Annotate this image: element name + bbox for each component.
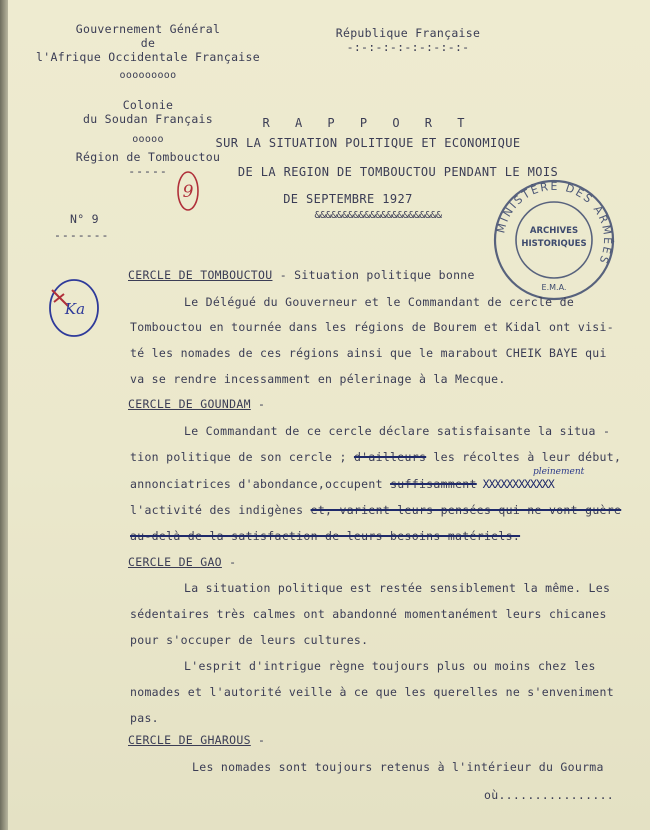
gao-line3: pour s'occuper de leurs cultures.	[130, 633, 369, 647]
goundam-struck-phrase: et, varient leurs pensées qui ne vont guère	[310, 503, 622, 517]
goundam-line2-end: les récoltes à leur début,	[426, 450, 622, 464]
circled-number-text: 9	[182, 182, 194, 202]
goundam-line4-start: l'activité des indigènes	[130, 503, 311, 517]
section-gao-heading: CERCLE DE GAO	[128, 555, 222, 569]
separator-circles: ooooooooo	[119, 70, 177, 81]
region-label: Région de Tombouctou	[75, 150, 221, 164]
gao-line4: L'esprit d'intrigue règne toujours plus ou moins chez les	[184, 659, 596, 673]
section-gharous-heading: CERCLE DE GHAROUS	[128, 733, 251, 747]
page-continuation: où................	[484, 788, 615, 802]
goundam-line3	[130, 477, 554, 491]
page-edge-shadow	[0, 0, 8, 830]
separator-circles-small: ooooo	[132, 134, 164, 145]
section-gharous-heading-row	[128, 733, 265, 747]
republic-rule: -:-:-:-:-:-:-:-:-	[346, 40, 470, 54]
report-number: N° 9	[70, 212, 99, 226]
title-line3: DE LA REGION DE TOMBOUCTOU PENDANT LE MOIS	[237, 165, 559, 179]
goundam-line4	[130, 503, 621, 517]
gharous-line1: Les nomades sont toujours retenus à l'intérieur du Gourma	[192, 760, 604, 774]
document-page	[8, 0, 650, 830]
gov-line2: de	[140, 36, 156, 50]
gao-line5: nomades et l'autorité veille à ce que les querelles ne s'enveniment	[130, 685, 614, 699]
goundam-line1: Le Commandant de ce cercle déclare satisfaisante la situa -	[184, 424, 611, 438]
title-line2: SUR LA SITUATION POLITIQUE ET ECONOMIQUE	[215, 136, 521, 150]
goundam-struck-word: d'ailleurs	[353, 450, 427, 464]
goundam-struck-suffisamment: suffisamment	[390, 477, 477, 491]
section-gao-dash: -	[221, 555, 237, 569]
section-gharous-dash: -	[250, 733, 266, 747]
section-goundam-dash: -	[250, 397, 266, 411]
separator-dashes: -----	[128, 164, 168, 178]
stamp-bottom-text: E.M.A.	[541, 283, 567, 292]
section-tombouctou-heading: CERCLE DE TOMBOUCTOU	[128, 268, 273, 282]
title-rule: &&&&&&&&&&&&&&&&&&&&&&&	[314, 210, 442, 221]
archives-stamp	[492, 178, 616, 302]
section-tombouctou-heading-row	[128, 268, 475, 282]
gao-line2: sédentaires très calmes ont abandonné momentanément leurs chicanes	[130, 607, 607, 621]
tombouctou-line4: va se rendre incessamment en pélerinage à la Mecque.	[130, 372, 506, 386]
gov-line1: Gouvernement Général	[75, 22, 221, 36]
goundam-line2-start: tion politique de son cercle ;	[130, 450, 354, 464]
colony-line2: du Soudan Français	[82, 112, 214, 126]
stamp-ring-text: MINISTÈRE DES ARMÉES	[494, 179, 615, 267]
initials-annotation	[44, 272, 104, 342]
section-goundam-heading: CERCLE DE GOUNDAM	[128, 397, 251, 411]
goundam-line5	[130, 529, 520, 543]
number-underline: -------	[54, 228, 110, 242]
section-tombouctou-status: - Situation politique bonne	[272, 268, 475, 282]
stamp-inner-line1: ARCHIVES	[529, 226, 579, 236]
circled-number-annotation	[174, 168, 202, 214]
title-rapport: R A P P O R T	[262, 116, 474, 130]
title-line4: DE SEPTEMBRE 1927	[283, 192, 413, 206]
republic-label: République Française	[335, 26, 481, 40]
tombouctou-line3: té les nomades de ces régions ainsi que le marabout CHEIK BAYE qui	[130, 346, 607, 360]
tombouctou-line1: Le Délégué du Gouverneur et le Commandant de cercle de	[184, 295, 575, 309]
goundam-line2	[130, 450, 621, 464]
gao-line1: La situation politique est restée sensiblement la même. Les	[184, 581, 611, 595]
colony-line1: Colonie	[122, 98, 174, 112]
goundam-line3-start: annonciatrices d'abondance,occupent	[130, 477, 391, 491]
section-gao-heading-row	[128, 555, 236, 569]
tombouctou-line2: Tombouctou en tournée dans les régions de Bourem et Kidal ont visi-	[130, 320, 614, 334]
goundam-typed-xx: XXXXXXXXXXXX	[476, 477, 554, 491]
initials-text: Ka	[64, 300, 86, 318]
section-goundam-heading-row	[128, 397, 265, 411]
goundam-struck-line: au-delà de la satisfaction de leurs besoins matériels.	[130, 529, 521, 543]
stamp-inner-line2: HISTORIQUES	[521, 239, 587, 249]
handwritten-insert: pleinement	[533, 467, 585, 477]
gao-line6: pas.	[130, 711, 159, 725]
gov-line3: l'Afrique Occidentale Française	[36, 50, 260, 64]
